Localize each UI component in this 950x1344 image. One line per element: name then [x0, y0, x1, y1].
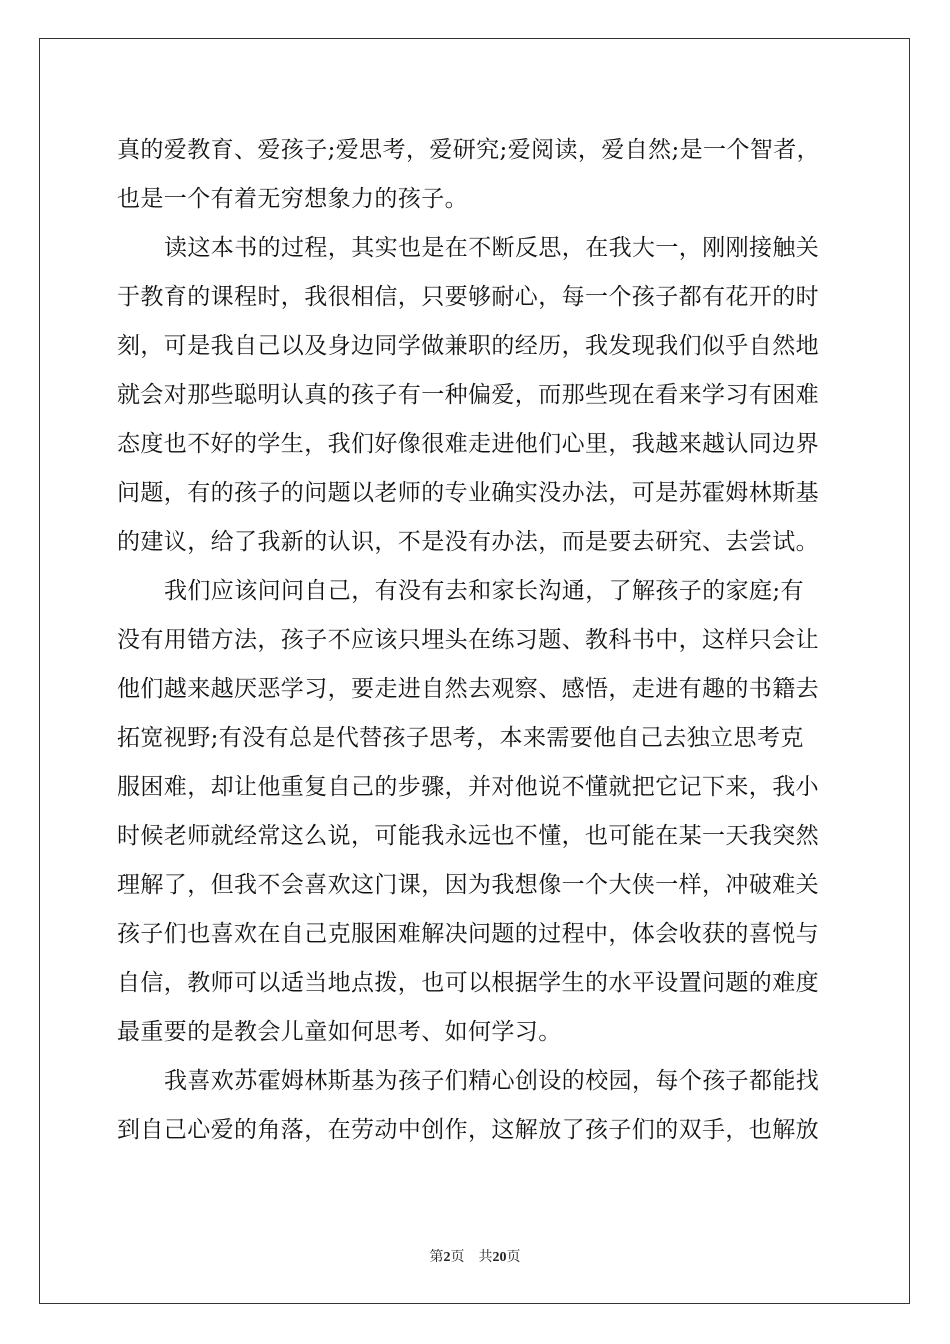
- page-number: 2: [443, 1250, 451, 1265]
- text-line: 最重要的是教会儿童如何思考、如何学习。: [117, 1019, 562, 1045]
- text-line: 他们越来越厌恶学习，要走进自然去观察、感悟，走进有趣的书籍去: [117, 676, 819, 702]
- paragraph-start-line: 读这本书的过程，其实也是在不断反思，在我大一，刚刚接触关: [164, 235, 820, 261]
- text-line: 时候老师就经常这么说，可能我永远也不懂，也可能在某一天我突然: [117, 823, 819, 849]
- paragraph-start-line: 我们应该问问自己，有没有去和家长沟通，了解孩子的家庭;有: [164, 578, 804, 604]
- text-line: 态度也不好的学生，我们好像很难走进他们心里，我越来越认同边界: [117, 431, 819, 457]
- text-line: 拓宽视野;有没有总是代替孩子思考，本来需要他自己去独立思考克: [117, 725, 804, 751]
- text-line: 真的爱教育、爱孩子;爱思考，爱研究;爱阅读，爱自然;是一个智者，: [117, 137, 821, 163]
- page-prefix: 第: [429, 1250, 444, 1265]
- text-line: 问题，有的孩子的问题以老师的专业确实没办法，可是苏霍姆林斯基: [117, 480, 819, 506]
- page-suffix: 页: [450, 1250, 465, 1265]
- page-footer: [0, 1246, 950, 1266]
- total-suffix: 页: [506, 1250, 521, 1265]
- text-line: 孩子们也喜欢在自己克服困难解决问题的过程中，体会收获的喜悦与: [117, 921, 819, 947]
- text-line: 理解了，但我不会喜欢这门课，因为我想像一个大侠一样，冲破难关: [117, 872, 819, 898]
- total-prefix: 共: [478, 1250, 493, 1265]
- body-text: [117, 126, 833, 1155]
- text-line: 的建议，给了我新的认识，不是没有办法，而是要去研究、去尝试。: [117, 529, 819, 555]
- text-line: 没有用错方法，孩子不应该只埋头在练习题、教科书中，这样只会让: [117, 627, 819, 653]
- text-line: 到自己心爱的角落，在劳动中创作，这解放了孩子们的双手，也解放: [117, 1117, 819, 1143]
- total-pages: 20: [492, 1250, 507, 1265]
- text-line: 服困难，却让他重复自己的步骤，并对他说不懂就把它记下来，我小: [117, 774, 819, 800]
- text-line: 刻，可是我自己以及身边同学做兼职的经历，我发现我们似乎自然地: [117, 333, 819, 359]
- text-line: 也是一个有着无穷想象力的孩子。: [117, 186, 468, 212]
- text-line: 自信，教师可以适当地点拨，也可以根据学生的水平设置问题的难度: [117, 970, 819, 996]
- text-line: 就会对那些聪明认真的孩子有一种偏爱，而那些现在看来学习有困难: [117, 382, 819, 408]
- text-line: 于教育的课程时，我很相信，只要够耐心，每一个孩子都有花开的时: [117, 284, 819, 310]
- paragraph-start-line: 我喜欢苏霍姆林斯基为孩子们精心创设的校园，每个孩子都能找: [164, 1068, 820, 1094]
